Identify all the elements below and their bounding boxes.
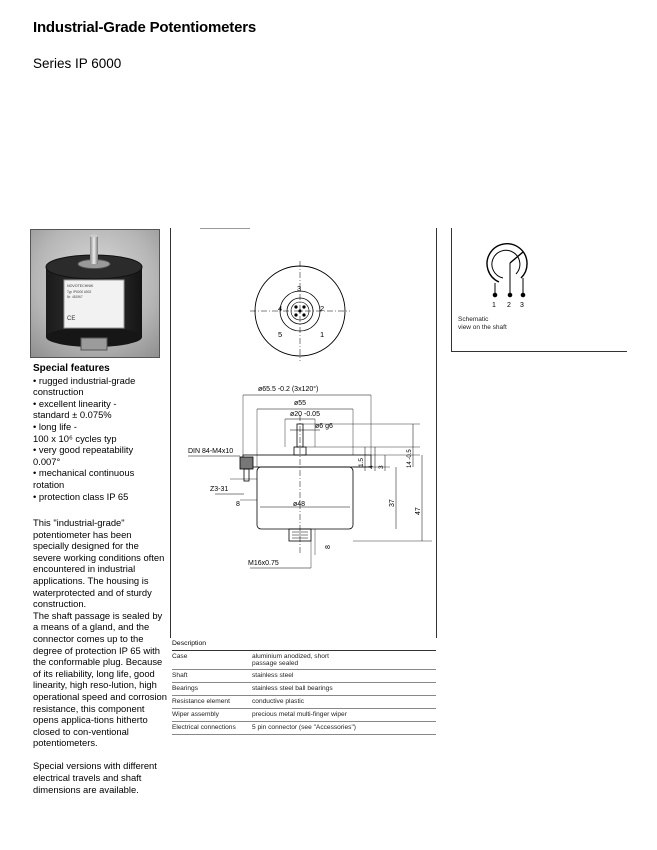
description-table [172, 640, 436, 735]
table-cell-value: 5 pin connector (see "Accessories") [252, 724, 356, 731]
feature-line: rotation [33, 478, 65, 490]
feature-line: • protection class IP 65 [33, 490, 129, 502]
feature-line: • very good repeatability [33, 444, 134, 456]
table-row [172, 722, 436, 735]
feature-line: 0.007° [33, 455, 61, 467]
feature-line: • long life - [33, 420, 77, 432]
thread-m16-label: M16x0.75 [248, 560, 279, 567]
dim-4: 4 [368, 465, 375, 469]
description-text [33, 517, 168, 795]
table-cell-value: stainless steel [252, 672, 294, 679]
dim-diameter-55: ø55 [294, 400, 307, 407]
z331-label: Z3-31 [210, 486, 229, 493]
pin-label-2: 2 [320, 304, 325, 313]
dim-37: 37 [389, 499, 396, 507]
schematic-frame-bottom [451, 351, 627, 352]
pin-label-4: 4 [278, 304, 283, 313]
feature-line: • rugged industrial-grade [33, 374, 136, 386]
feature-line: • mechanical continuous [33, 467, 135, 479]
table-cell-key: Bearings [172, 685, 199, 692]
schematic-caption [458, 316, 507, 332]
table-cell-key: Resistance element [172, 698, 230, 705]
potentiometer-image [31, 230, 159, 357]
table-row [172, 670, 436, 683]
dim-diameter-48: ø48 [293, 501, 306, 508]
dim-8-left: 8 [236, 501, 240, 508]
table-cell-value: stainless steel ball bearings [252, 685, 333, 692]
dim-diameter-65: ø65.5 -0.2 (3x120°) [258, 386, 319, 393]
table-cell-value: conductive plastic [252, 698, 305, 705]
dim-3: 3 [378, 465, 385, 469]
feature-line: • excellent linearity - [33, 397, 117, 409]
page-subtitle: Series IP 6000 [33, 56, 122, 71]
page-title: Industrial-Grade Potentiometers [33, 19, 257, 36]
schematic-diagram [455, 230, 535, 310]
thread-label: DIN 84-M4x10 [188, 448, 234, 455]
features-heading: Special features [33, 363, 110, 374]
dim-diameter-20: ø20 -0.05 [290, 411, 320, 418]
photo-type-text: Typ IP6000 A502 [67, 290, 92, 294]
table-row [172, 651, 436, 670]
table-cell-key: Wiper assembly [172, 711, 219, 718]
photo-brand-text: NOVOTECHNIK [67, 284, 94, 288]
description-paragraph: Special versions with different electrical travels and shaft dimensions are available. [33, 760, 157, 795]
pin-label-1: 1 [320, 330, 325, 339]
description-paragraph: This "industrial-grade" potentiometer has been specially designed for the severe working conditions often encountered in industrial applications. The housing is waterprotected and of sturdy construction. [33, 517, 165, 610]
dim-1-5: 1.5 [358, 457, 365, 467]
dim-8-bottom: 8 [325, 545, 332, 549]
table-row [172, 683, 436, 696]
table-row [172, 709, 436, 722]
product-photo [30, 229, 160, 358]
technical-drawing [170, 225, 432, 635]
table-cell-key: Electrical connections [172, 724, 236, 731]
special-features [33, 363, 168, 502]
feature-line: 100 x 10⁶ cycles typ [33, 432, 117, 444]
schematic-pin-1: 1 [492, 302, 496, 309]
table-cell-value: precious metal multi-finger wiper [252, 711, 347, 718]
photo-ce-mark: CE [67, 316, 76, 322]
schematic-caption-line: view on the shaft [458, 324, 507, 331]
schematic-pin-2: 2 [507, 302, 511, 309]
dim-14: 14 -0.5 [407, 449, 413, 468]
dim-diameter-6: ø6 g6 [315, 423, 333, 430]
schematic-caption-line: Schematic [458, 316, 489, 323]
feature-line: standard ± 0.075% [33, 409, 112, 421]
feature-line: construction [33, 386, 84, 398]
column-divider [436, 228, 437, 638]
column-divider [451, 228, 452, 352]
photo-number-text: Nr. 481967 [67, 295, 83, 299]
description-paragraph: The shaft passage is sealed by a means of a gland, and the connector comes up to the degree of protection IP 65 with the conformable plug. Because of its reliability, long life, good linearity, high reso-lution, high operational speed and corrosion resistance, this component opens applica-tions hitherto closed to con-ventional potentiometers. [33, 609, 167, 749]
schematic-pin-3: 3 [520, 302, 524, 309]
table-cell-value: aluminium anodized, short passage sealed [252, 653, 329, 667]
pin-label-3: 3 [297, 284, 302, 293]
table-cell-key: Shaft [172, 672, 188, 679]
pin-label-5: 5 [278, 330, 283, 339]
table-cell-key: Case [172, 653, 188, 660]
table-row [172, 696, 436, 709]
dim-47: 47 [415, 507, 422, 515]
table-heading: Description [172, 640, 436, 651]
